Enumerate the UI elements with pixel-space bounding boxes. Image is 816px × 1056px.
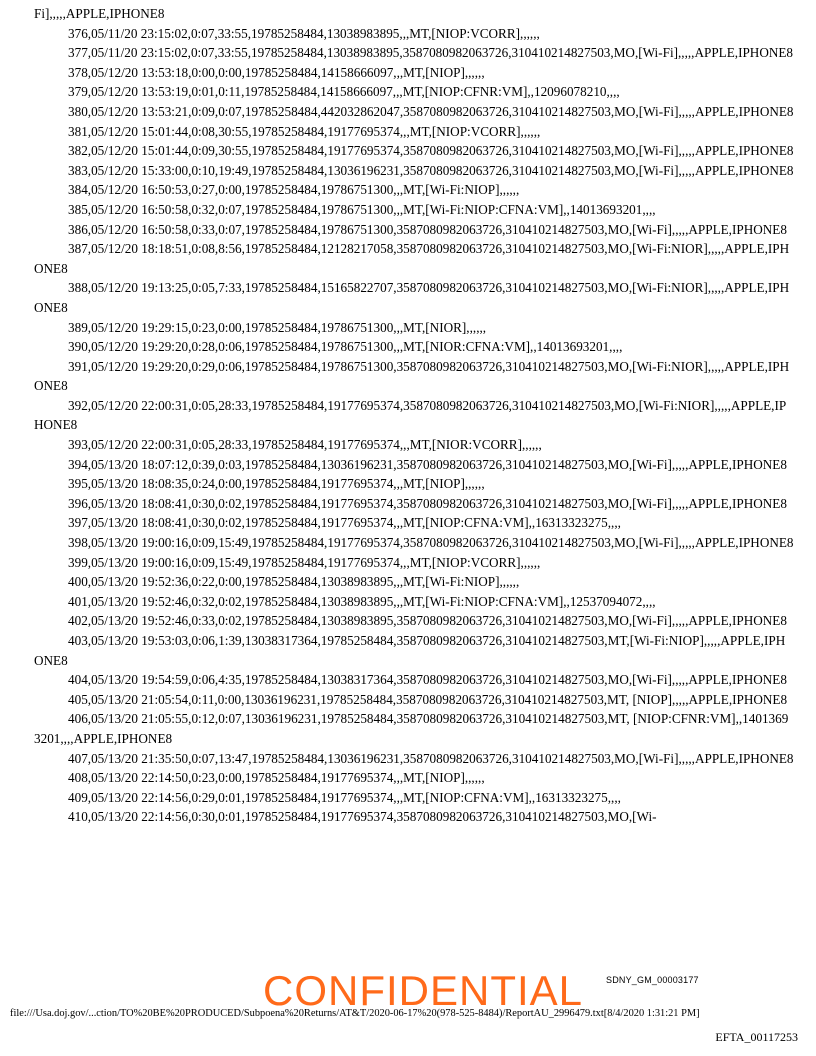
footer-file-path: file:///Usa.doj.gov/...ction/TO%20BE%20PRODUCED/Subpoena%20Returns/AT&T/2020-06-17%20(978-525-8484)/ReportAU_2996479.txt[8/4/2020 1:31:21 PM] bbox=[10, 1008, 700, 1019]
call-record-line: 403,05/13/20 19:53:03,0:06,1:39,13038317364,19785258484,3587080982063726,310410214827503,MT,[Wi-Fi:NIOP],,,,,APPLE,IPHONE8 bbox=[34, 633, 786, 668]
call-record-line: 406,05/13/20 21:05:55,0:12,0:07,13036196231,19785258484,3587080982063726,310410214827503,MT, [NIOP:CFNR:VM],,14013693201,,,,APPLE,IPHONE8 bbox=[34, 711, 789, 746]
call-record-line: 404,05/13/20 19:54:59,0:06,4:35,19785258484,13038317364,3587080982063726,310410214827503,MO,[Wi-Fi],,,,,APPLE,IPHONE8 bbox=[68, 672, 787, 688]
call-record-line: 381,05/12/20 15:01:44,0:08,30:55,19785258484,19177695374,,,MT,[NIOP:VCORR],,,,,, bbox=[68, 123, 541, 139]
call-record-line: 383,05/12/20 15:33:00,0:10,19:49,19785258484,13036196231,3587080982063726,310410214827503,MO,[Wi-Fi],,,,,APPLE,IPHONE8 bbox=[68, 162, 794, 178]
call-record-line: 388,05/12/20 19:13:25,0:05,7:33,19785258484,15165822707,3587080982063726,310410214827503,MO,[Wi-Fi:NIOR],,,,,APPLE,IPHONE8 bbox=[34, 280, 790, 315]
call-record-line: 384,05/12/20 16:50:53,0:27,0:00,19785258484,19786751300,,,MT,[Wi-Fi:NIOP],,,,,, bbox=[68, 182, 520, 198]
call-record-line: 394,05/13/20 18:07:12,0:39,0:03,19785258484,13036196231,3587080982063726,310410214827503,MO,[Wi-Fi],,,,,APPLE,IPHONE8 bbox=[68, 456, 787, 472]
call-record-line: 402,05/13/20 19:52:46,0:33,0:02,19785258484,13038983895,3587080982063726,310410214827503,MO,[Wi-Fi],,,,,APPLE,IPHONE8 bbox=[68, 613, 787, 629]
call-record-line: 382,05/12/20 15:01:44,0:09,30:55,19785258484,19177695374,3587080982063726,310410214827503,MO,[Wi-Fi],,,,,APPLE,IPHONE8 bbox=[68, 143, 794, 159]
call-record-line: 392,05/12/20 22:00:31,0:05,28:33,19785258484,19177695374,3587080982063726,310410214827503,MO,[Wi-Fi:NIOR],,,,,APPLE,IPHONE8 bbox=[34, 397, 787, 433]
call-record-line: 407,05/13/20 21:35:50,0:07,13:47,19785258484,13036196231,3587080982063726,310410214827503,MO,[Wi-Fi],,,,,APPLE,IPHONE8 bbox=[68, 750, 794, 766]
call-record-line: 385,05/12/20 16:50:58,0:32,0:07,19785258484,19786751300,,,MT,[Wi-Fi:NIOP:CFNA:VM],,14013693201,,,, bbox=[68, 201, 656, 217]
call-record-line: 396,05/13/20 18:08:41,0:30,0:02,19785258484,19177695374,3587080982063726,310410214827503,MO,[Wi-Fi],,,,,APPLE,IPHONE8 bbox=[68, 495, 787, 511]
call-record-line: 389,05/12/20 19:29:15,0:23,0:00,19785258484,19786751300,,,MT,[NIOR],,,,,, bbox=[68, 319, 487, 335]
call-record-line: 387,05/12/20 18:18:51,0:08,8:56,19785258484,12128217058,3587080982063726,310410214827503,MO,[Wi-Fi:NIOR],,,,,APPLE,IPHONE8 bbox=[34, 241, 790, 276]
call-record-line: 409,05/13/20 22:14:56,0:29,0:01,19785258484,19177695374,,,MT,[NIOP:CFNA:VM],,16313323275,,,, bbox=[68, 789, 621, 805]
confidential-watermark: CONFIDENTIAL bbox=[263, 967, 584, 1014]
call-record-line: 398,05/13/20 19:00:16,0:09,15:49,19785258484,19177695374,3587080982063726,310410214827503,MO,[Wi-Fi],,,,,APPLE,IPHONE8 bbox=[68, 535, 794, 551]
efta-number: EFTA_00117253 bbox=[715, 1030, 798, 1044]
bates-stamp: SDNY_GM_00003177 bbox=[606, 975, 699, 985]
call-record-line: Fi],,,,,APPLE,IPHONE8 bbox=[34, 6, 165, 21]
call-record-line: 386,05/12/20 16:50:58,0:33,0:07,19785258484,19786751300,3587080982063726,310410214827503,MO,[Wi-Fi],,,,,APPLE,IPHONE8 bbox=[68, 221, 787, 237]
call-record-line: 379,05/12/20 13:53:19,0:01,0:11,19785258484,14158666097,,,MT,[NIOP:CFNR:VM],,12096078210,,,, bbox=[68, 84, 620, 100]
call-record-line: 393,05/12/20 22:00:31,0:05,28:33,19785258484,19177695374,,,MT,[NIOR:VCORR],,,,,, bbox=[68, 437, 542, 453]
call-record-line: 380,05/12/20 13:53:21,0:09,0:07,19785258484,442032862047,3587080982063726,310410214827503,MO,[Wi-Fi],,,,,APPLE,IPHONE8 bbox=[68, 103, 794, 119]
call-record-line: 397,05/13/20 18:08:41,0:30,0:02,19785258484,19177695374,,,MT,[NIOP:CFNA:VM],,16313323275,,,, bbox=[68, 515, 621, 531]
call-records bbox=[34, 4, 794, 827]
call-record-line: 378,05/12/20 13:53:18,0:00,0:00,19785258484,14158666097,,,MT,[NIOP],,,,,, bbox=[68, 64, 485, 80]
call-record-line: 401,05/13/20 19:52:46,0:32,0:02,19785258484,13038983895,,,MT,[Wi-Fi:NIOP:CFNA:VM],,12537094072,,,, bbox=[68, 593, 656, 609]
call-record-line: 408,05/13/20 22:14:50,0:23,0:00,19785258484,19177695374,,,MT,[NIOP],,,,,, bbox=[68, 770, 485, 786]
call-record-line: 377,05/11/20 23:15:02,0:07,33:55,19785258484,13038983895,3587080982063726,310410214827503,MO,[Wi-Fi],,,,,APPLE,IPHONE8 bbox=[68, 45, 794, 61]
call-record-line: 376,05/11/20 23:15:02,0:07,33:55,19785258484,13038983895,,,MT,[NIOP:VCORR],,,,,, bbox=[68, 25, 540, 41]
call-record-line: 400,05/13/20 19:52:36,0:22,0:00,19785258484,13038983895,,,MT,[Wi-Fi:NIOP],,,,,, bbox=[68, 574, 520, 590]
call-record-line: 410,05/13/20 22:14:56,0:30,0:01,19785258484,19177695374,3587080982063726,310410214827503,MO,[Wi- bbox=[68, 809, 657, 825]
call-record-line: 390,05/12/20 19:29:20,0:28,0:06,19785258484,19786751300,,,MT,[NIOR:CFNA:VM],,14013693201,,,, bbox=[68, 339, 623, 355]
call-record-line: 395,05/13/20 18:08:35,0:24,0:00,19785258484,19177695374,,,MT,[NIOP],,,,,, bbox=[68, 476, 485, 492]
call-record-line: 391,05/12/20 19:29:20,0:29,0:06,19785258484,19786751300,3587080982063726,310410214827503,MO,[Wi-Fi:NIOR],,,,,APPLE,IPHONE8 bbox=[34, 358, 790, 394]
call-record-line: 399,05/13/20 19:00:16,0:09,15:49,19785258484,19177695374,,,MT,[NIOP:VCORR],,,,,, bbox=[68, 554, 541, 570]
call-record-line: 405,05/13/20 21:05:54,0:11,0:00,13036196231,19785258484,3587080982063726,310410214827503,MT, [NIOP],,,,,APPLE,IPHONE8 bbox=[68, 691, 788, 707]
